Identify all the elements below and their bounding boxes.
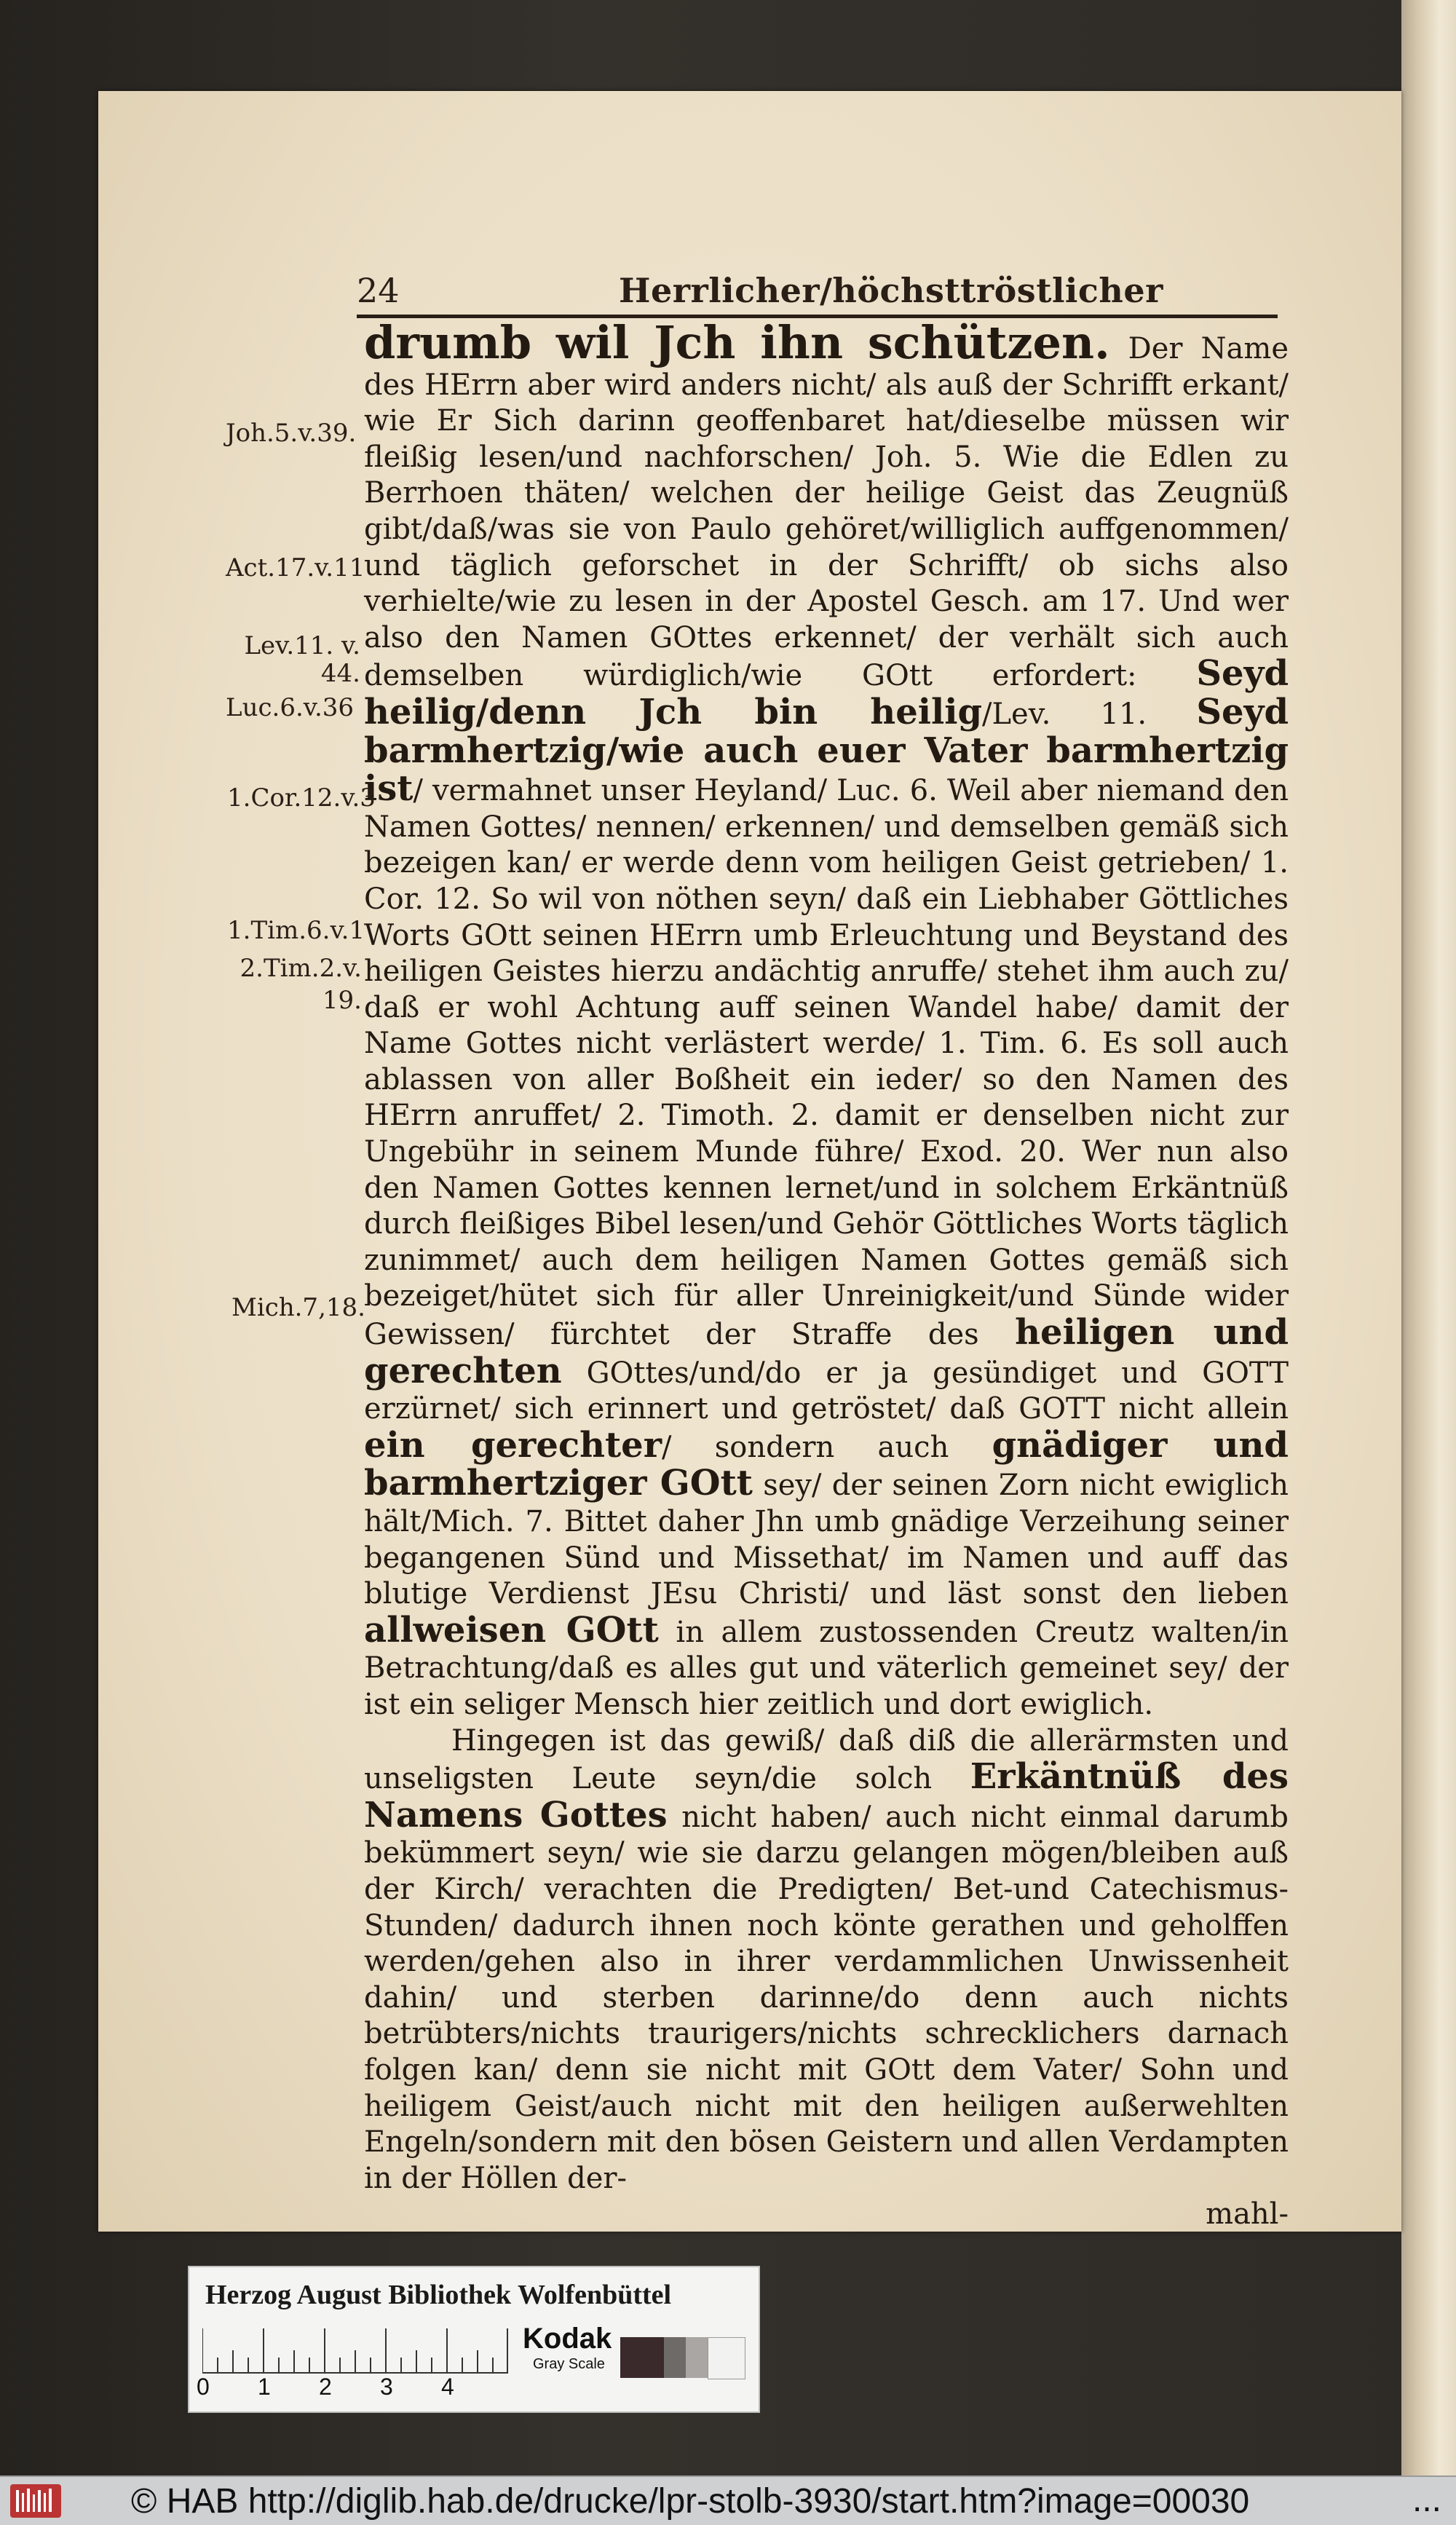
running-title: Herrlicher/höchsttröstlicher — [619, 271, 1163, 310]
page-header — [357, 271, 1278, 318]
gray-swatch — [620, 2337, 664, 2378]
body-text: GOttes/und/do er ja gesündiget und GOTT erzürnet/ sich erinnert und getröstet/ daß GOTT nicht allein — [364, 1356, 1289, 1426]
gray-swatch — [664, 2337, 686, 2378]
emphasized-text: ein gerechter — [364, 1424, 662, 1466]
body-text: Der Name des HErrn aber wird anders nicht/ als auß der Schrifft erkant/ wie Er Sich darinn geoffenbaret hat/dieselbe müssen wir fleißig lesen/und nachforschen/ Joh. 5. Wie die Edlen zu Berrhoen thäten/ welchen der heilige Geist das Zeugnüß gibt/daß/was sie von Paulo gehöret/williglich auffgenommen/ und täglich geforschet in der Schrifft/ ob sichs also verhielte/wie zu lesen in der Apostel Gesch. am 17. Und wer also den Namen GOttes erkennet/ der verhält sich auch demselben würdiglich/wie GOtt erfordert: — [364, 332, 1289, 693]
ruler-number: 1 — [258, 2374, 271, 2400]
ruler-number: 2 — [319, 2374, 332, 2400]
margin-note: 1.Cor.12.v.3 — [227, 783, 376, 813]
barcode-icon — [10, 2484, 61, 2518]
emphasized-text: Erkäntnüß des Namens Gottes — [364, 1756, 1289, 1836]
body-text: nicht haben/ auch nicht einmal darumb bekümmert seyn/ wie sie darzu gelangen mögen/bleiben auß der Kirch/ verachten die Predigten/ Bet-und Catechismus-Stunden/ dadurch ihnen noch könte gerathen und geholffen werden/gehen also in ihrer verdammlichen Unwissenheit dahin/ und sterben darinne/do denn auch nichts betrübters/nichts traurigers/nichts schrecklichers darnach folgen kan/ denn sie nicht mit GOtt dem Vater/ Sohn und heiligem Geist/auch nicht mit den heiligen außerwehlten Engeln/sondern mit den bösen Geistern und allen Verdampten in der Höllen der- — [364, 1800, 1289, 2195]
gray-swatch — [686, 2337, 708, 2378]
copyright-url[interactable]: © HAB http://diglib.hab.de/drucke/lpr-stolb-3930/start.htm?image=00030 — [131, 2482, 1250, 2521]
margin-note: Luc.6.v.36 — [226, 693, 355, 722]
body-text: / vermahnet unser Heyland/ Luc. 6. Weil aber niemand den Namen Gottes/ nennen/ erkennen/ und demselben gemäß sich bezeigen kan/ er werde denn vom heiligen Geist getrieben/ 1. Cor. 12. So wil von nöthen seyn/ daß ein Liebhaber Göttliches Worts GOtt seinen HErrn umb Erleuchtung und Beystand des heiligen Geistes hierzu andächtig anruffe/ stehet ihm auch zu/ daß er wohl Achtung auff seinen Wandel habe/ damit der Name Gottes nicht verlästert werde/ 1. Tim. 6. Es soll auch ablassen von aller Boßheit ein ieder/ so den Namen des HErrn anruffet/ 2. Timoth. 2. damit er denselben nicht zur Ungebühr in seinem Munde führe/ Exod. 20. Wer nun also den Namen Gottes kennen lernet/und in solchem Erkäntnüß durch fleißiges Bibel lesen/und Gehör Göttliches Worts täglich zunimmet/ auch dem heiligen Namen Gottes gemäß sich bezeiget/hütet sich für aller Unreinigkeit/und Sünde wider Gewissen/ fürchtet der Straffe des — [364, 774, 1289, 1352]
page-number: 24 — [357, 271, 400, 310]
body-text: sey/ der seinen Zorn nicht ewiglich hält/Mich. 7. Bittet daher Jhn umb gnädige Verzeihung seiner begangenen Sünd und Missethat/ im Namen und auff das blutige Verdienst JEsu Christi/ und läst sonst den lieben — [364, 1469, 1289, 1611]
ruler-number: 3 — [380, 2374, 393, 2400]
margin-note: Act.17.v.11 — [226, 553, 365, 582]
emphasized-text: drumb wil Jch ihn schützen. — [364, 316, 1110, 369]
library-name: Herzog August Bibliothek Wolfenbüttel — [205, 2280, 672, 2310]
footer-bar — [0, 2475, 1456, 2525]
margin-note: Mich.7,18. — [232, 1293, 365, 1322]
adjacent-page-edge — [1401, 0, 1456, 2475]
emphasized-text: allweisen GOtt — [364, 1609, 659, 1651]
margin-note: Lev.11. v. 44. — [244, 631, 360, 688]
body-text: in allem zustossenden Creutz walten/in Betrachtung/daß es alles gut und väterlich gemeinet sey/ der ist ein seliger Mensch hier zeitlich und dort ewiglich. — [364, 1615, 1289, 1721]
body-text: /Lev. 11. — [982, 697, 1197, 731]
kodak-logo-text: Kodak — [523, 2323, 612, 2355]
ruler-scale — [202, 2321, 508, 2374]
emphasized-text: heiligen und gerechten — [364, 1312, 1289, 1391]
main-text — [364, 316, 1289, 2233]
color-calibration-bar — [188, 2266, 760, 2413]
paragraph — [364, 1723, 1289, 2197]
gray-swatch — [708, 2337, 745, 2379]
paragraph — [364, 316, 1289, 1723]
more-indicator: ... — [1412, 2481, 1441, 2519]
emphasized-text: gnädiger und barmhertziger GOtt — [364, 1424, 1289, 1504]
ruler-number: 0 — [197, 2374, 210, 2400]
gray-scale-label: Gray Scale — [533, 2356, 605, 2372]
ruler-number: 4 — [441, 2374, 454, 2400]
body-text: Hingegen ist das gewiß/ daß diß die allerärmsten und unseligsten Leute seyn/die solch — [364, 1723, 1289, 1796]
emphasized-text: Seyd heilig/denn Jch bin heilig — [364, 653, 1289, 732]
margin-note: 2.Tim.2.v. 19. — [240, 954, 362, 1015]
margin-note: 1.Tim.6.v.1 — [227, 916, 365, 945]
body-text: / sondern auch — [662, 1430, 992, 1464]
emphasized-text: Seyd barmhertzig/wie auch euer Vater barmhertzig ist — [364, 691, 1289, 810]
catchword: mahl- — [1206, 2197, 1289, 2232]
margin-note: Joh.5.v.39. — [226, 419, 357, 448]
ruler-numbers — [197, 2374, 508, 2403]
